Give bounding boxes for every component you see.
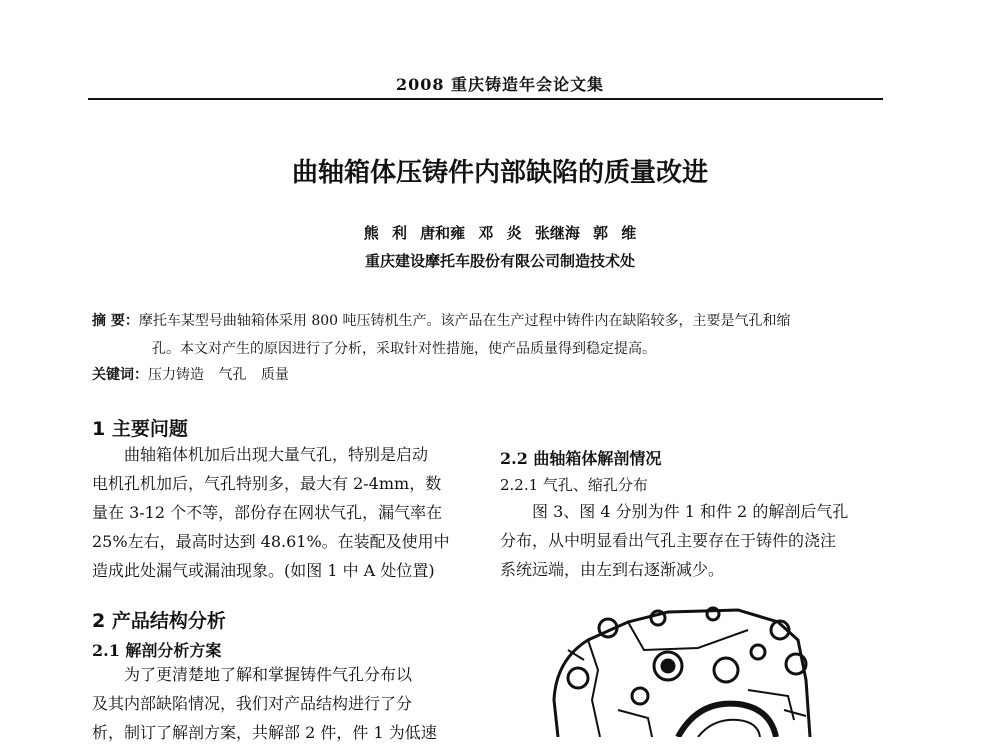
section-2-1-heading: 2.1 解剖分析方案 [92, 641, 222, 660]
section-2-1-line: 为了更清楚地了解和掌握铸件气孔分布以 [124, 665, 413, 684]
section-2-2-1-line: 图 3、图 4 分别为件 1 和件 2 的解剖后气孔 [532, 502, 849, 521]
section-2-heading: 2 产品结构分析 [92, 610, 226, 632]
section-1-line: 曲轴箱体机加后出现大量气孔，特别是启动 [124, 445, 429, 464]
section-1-line: 电机孔机加后，气孔特别多，最大有 2-4mm，数 [92, 474, 442, 493]
section-2-1-line: 及其内部缺陷情况，我们对产品结构进行了分 [92, 694, 413, 713]
keywords [92, 364, 289, 384]
proceedings-header: 2008 重庆铸造年会论文集 [395, 75, 605, 94]
section-2-2-heading: 2.2 曲轴箱体解剖情况 [500, 449, 662, 468]
authors: 熊 利 唐和雍 邓 炎 张继海 郭 维 [363, 224, 637, 242]
section-1-line: 25%左右，最高时达到 48.61%。在装配及使用中 [92, 532, 450, 551]
section-1-heading: 1 主要问题 [92, 418, 188, 440]
section-2-2-1-heading: 2.2.1 气孔、缩孔分布 [500, 476, 648, 494]
section-2-2-1-line: 系统远端，由左到右逐渐减少。 [500, 560, 725, 579]
abstract-line-2: 孔。本文对产生的原因进行了分析，采取针对性措施，使产品质量得到稳定提高。 [152, 341, 656, 357]
section-2-2-1-body [500, 497, 890, 584]
abstract-line-1 [92, 307, 892, 335]
keywords-label: 关键词： [92, 367, 148, 383]
abstract [92, 307, 892, 363]
section-2-1-body [92, 660, 484, 747]
abstract-text-1: 摩托车某型号曲轴箱体采用 800 吨压铸机生产。该产品在生产过程中铸件内在缺陷较多，主要是气孔和缩 [138, 313, 791, 329]
paper-title: 曲轴箱体压铸件内部缺陷的质量改进 [291, 158, 708, 188]
affiliation: 重庆建设摩托车股份有限公司制造技术处 [364, 252, 635, 270]
section-1-body [92, 440, 484, 585]
keywords-text: 压力铸造 气孔 质量 [148, 367, 289, 383]
abstract-label: 摘 要： [92, 313, 139, 329]
section-2-2-1-line: 分布，从中明显看出气孔主要存在于铸件的浇注 [500, 531, 837, 550]
crankcase-drawing-icon [548, 600, 818, 737]
section-2-1-line: 析，制订了解剖方案，共解部 2 件，件 1 为低速 [92, 723, 437, 742]
section-1-line: 造成此处漏气或漏油现象。(如图 1 中 A 处位置) [92, 561, 435, 580]
section-1-line: 量在 3-12 个不等，部份存在网状气孔，漏气率在 [92, 503, 443, 522]
header-rule [88, 98, 883, 100]
